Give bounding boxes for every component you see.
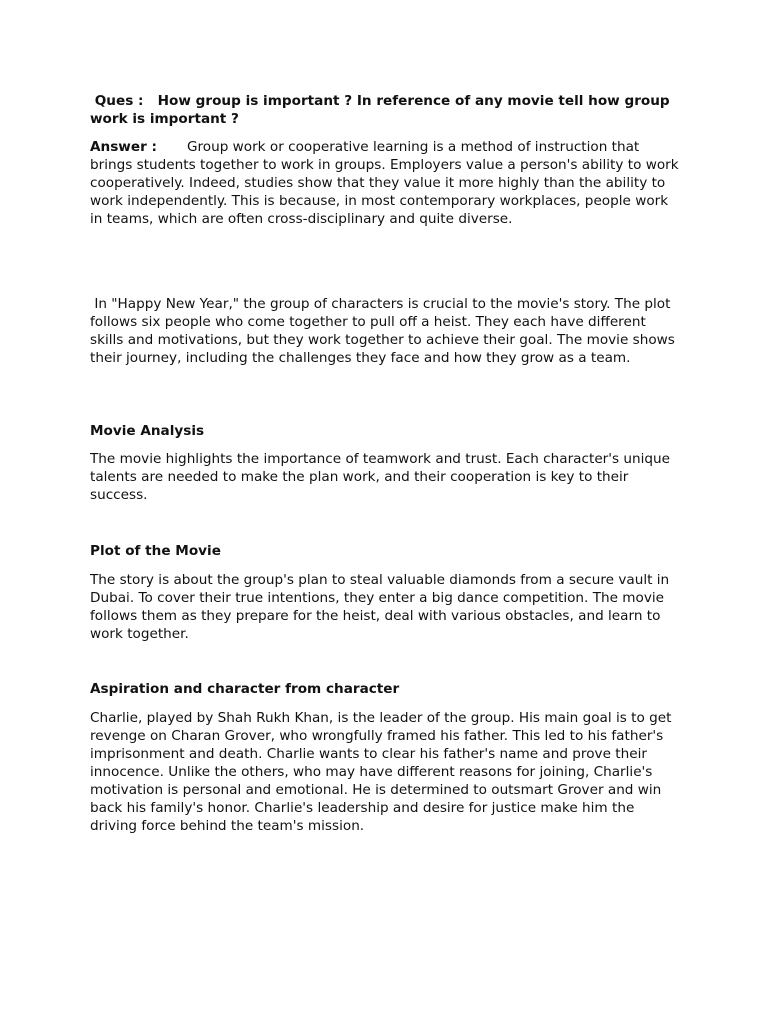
section-heading-plot: Plot of the Movie — [90, 543, 221, 559]
answer-label: Answer : — [90, 139, 157, 155]
answer-text: Group work or cooperative learning is a method of instruction that brings students together to work in groups. Employers value a person's ability to work cooperatively. Indeed, studies show that they value it more highly than the ability to work independently. This is because, in most contemporary workplaces, people work in teams, which are often cross-disciplinary and quite diverse. — [90, 139, 679, 227]
intro-paragraph — [90, 295, 682, 367]
answer — [90, 138, 682, 228]
section-body-aspiration: Charlie, played by Shah Rukh Khan, is the leader of the group. His main goal is to get revenge on Charan Grover, who wrongfully framed his father. This led to his father's imprisonment and death. Charlie wants to clear his father's name and prove their innocence. Unlike the others, who may have different reasons for joining, Charlie's motivation is personal and emotional. He is determined to outsmart Grover and win back his family's honor. Charlie's leadership and desire for justice make him the driving force behind the team's mission. — [90, 710, 672, 834]
section-body-analysis: The movie highlights the importance of teamwork and trust. Each character's unique talents are needed to make the plan work, and their cooperation is key to their success. — [90, 451, 671, 503]
question-text: How group is important ? In reference of any movie tell how group work is important ? — [90, 93, 670, 127]
section-body-plot: The story is about the group's plan to steal valuable diamonds from a secure vault in Dubai. To cover their true intentions, they enter a big dance competition. The movie follows them as they prepare for the heist, deal with various obstacles, and learn to work together. — [90, 572, 670, 642]
question-label: Ques : — [94, 93, 144, 109]
intro-paragraph-text: In "Happy New Year," the group of characters is crucial to the movie's story. The plot follows six people who come together to pull off a heist. They each have different skills and motivations, but they work together to achieve their goal. The movie shows their journey, including the challenges they face and how they grow as a team. — [90, 296, 675, 366]
section-heading-analysis: Movie Analysis — [90, 423, 205, 439]
question — [90, 92, 682, 128]
section-heading-aspiration: Aspiration and character from character — [90, 681, 400, 697]
